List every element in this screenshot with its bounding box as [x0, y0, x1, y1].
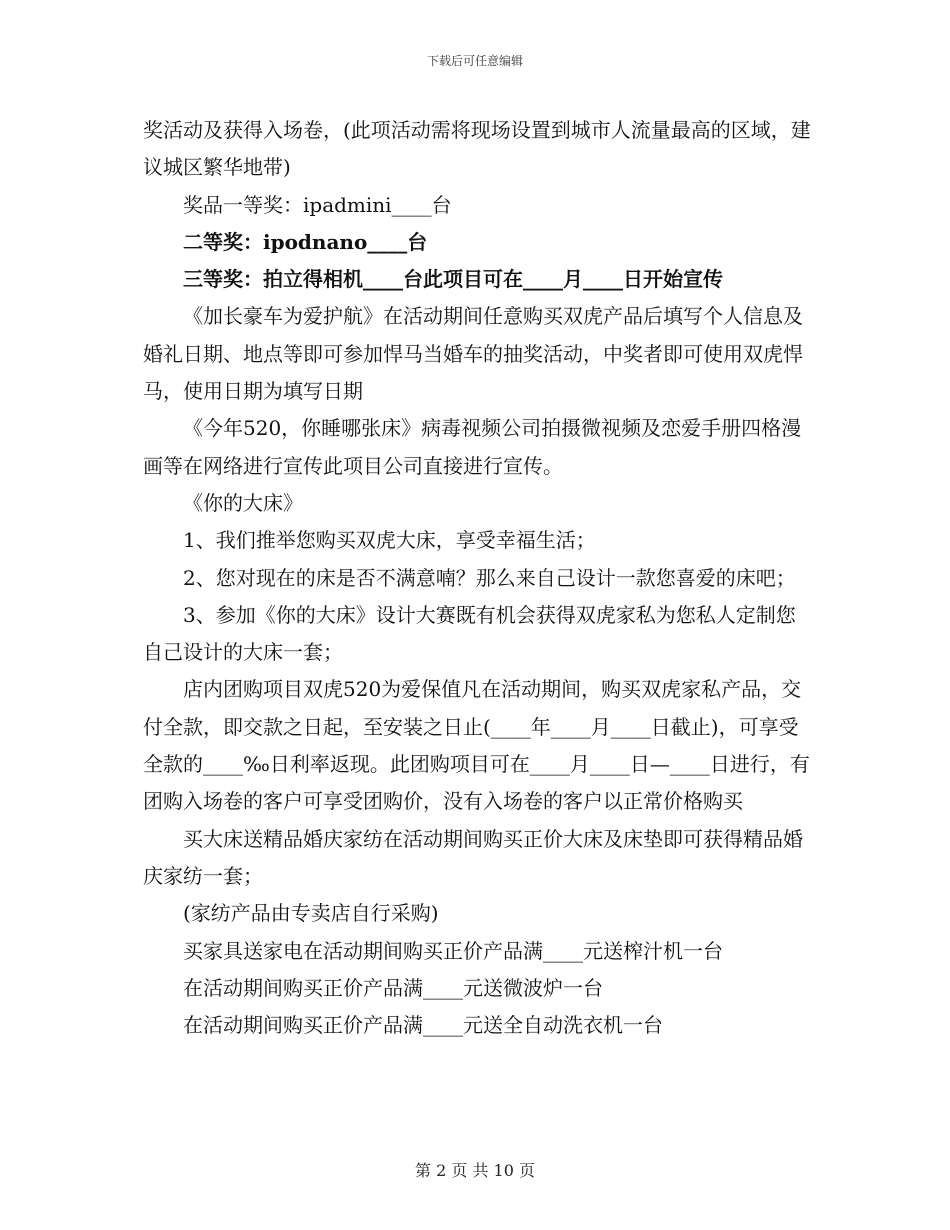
paragraph-11: 店内团购项目双虎520为爱保值凡在活动期间，购买双虎家私产品，交付全款，即交款之日起，至安装之日止(____年____月____日截止)，可享受全款的____‰日利率返现。此团购项目可在____月____日—____日进行，有团购入场卷的客户可享受团购价，没有入场卷的客户以正常价格购买: [143, 677, 810, 814]
paragraph-4: 三等奖：拍立得相机____台此项目可在____月____日开始宣传: [183, 267, 723, 292]
paragraph-14: 买家具送家电在活动期间购买正价产品满____元送榨汁机一台: [183, 938, 723, 963]
paragraph-12: 买大床送精品婚庆家纺在活动期间购买正价大床及床垫即可获得精品婚庆家纺一套；: [143, 826, 803, 888]
page-footer: 第 2 页 共 10 页: [415, 1161, 535, 1180]
paragraph-15: 在活动期间购买正价产品满____元送微波炉一台: [183, 975, 603, 1000]
paragraph-16: 在活动期间购买正价产品满____元送全自动洗衣机一台: [183, 1013, 663, 1038]
document-body: [143, 112, 815, 1044]
paragraph-6: 《今年520，你睡哪张床》病毒视频公司拍摄微视频及恋爱手册四格漫画等在网络进行宣传此项目公司直接进行宣传。: [143, 416, 802, 478]
paragraph-13: (家纺产品由专卖店自行采购): [183, 901, 439, 926]
paragraph-10: 3、参加《你的大床》设计大赛既有机会获得双虎家私为您私人定制您自己设计的大床一套；: [143, 602, 796, 665]
page-header: 下载后可任意编辑: [426, 54, 523, 68]
paragraph-1: 奖活动及获得入场卷，(此项活动需将现场设置到城市人流量最高的区域，建议城区繁华地带): [143, 118, 811, 180]
paragraph-7: 《你的大床》: [183, 490, 303, 515]
paragraph-2: 奖品一等奖：ipadmini____台: [183, 192, 452, 217]
paragraph-5: 《加长豪车为爱护航》在活动期间任意购买双虎产品后填写个人信息及婚礼日期、地点等即可参加悍马当婚车的抽奖活动，中奖者即可使用双虎悍马，使用日期为填写日期: [143, 304, 803, 404]
paragraph-8: 1、我们推举您购买双虎大床，享受幸福生活；: [183, 528, 596, 553]
paragraph-9: 2、您对现在的床是否不满意喃？那么来自己设计一款您喜爱的床吧；: [183, 565, 796, 590]
paragraph-3: 二等奖：ipodnano____台: [183, 229, 428, 254]
